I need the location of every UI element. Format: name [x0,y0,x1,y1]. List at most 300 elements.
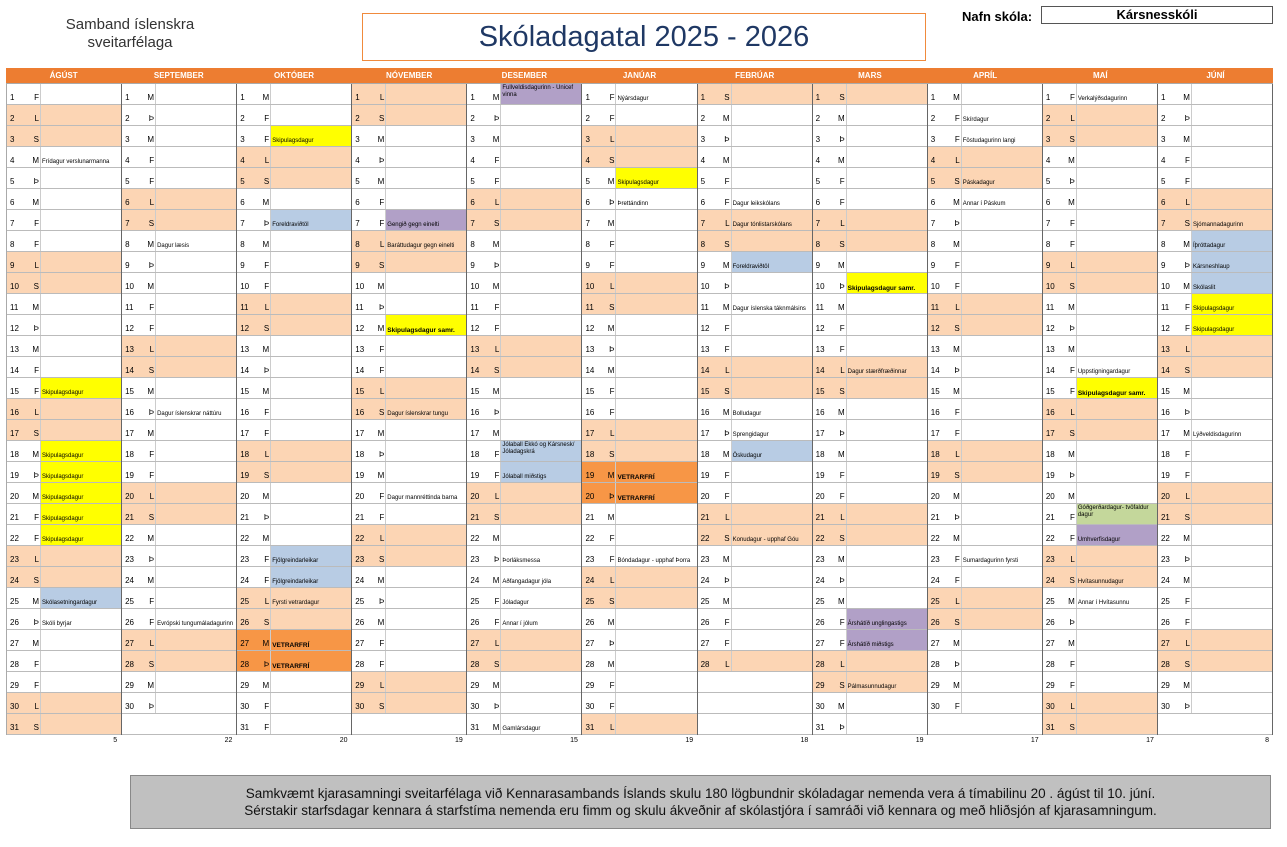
day-cell[interactable] [122,168,236,189]
day-cell[interactable] [813,315,927,336]
day-cell[interactable] [1158,609,1272,630]
day-cell[interactable] [813,483,927,504]
day-cell[interactable] [122,189,236,210]
day-cell[interactable] [7,273,121,294]
day-cell[interactable] [237,231,351,252]
day-cell[interactable] [698,588,812,609]
day-cell[interactable] [467,357,581,378]
day-cell[interactable] [813,147,927,168]
day-cell[interactable] [582,483,696,504]
day-cell[interactable] [813,567,927,588]
day-cell[interactable] [352,651,466,672]
day-cell[interactable] [122,567,236,588]
day-cell[interactable] [7,147,121,168]
day-cell[interactable] [352,84,466,105]
day-cell[interactable] [813,504,927,525]
day-cell[interactable] [928,651,1042,672]
day-cell[interactable] [1158,126,1272,147]
day-cell[interactable] [352,273,466,294]
day-cell[interactable] [698,399,812,420]
day-cell[interactable] [928,693,1042,714]
day-cell[interactable] [1158,84,1272,105]
day-cell[interactable] [1043,588,1157,609]
day-cell[interactable] [928,630,1042,651]
day-cell[interactable] [698,147,812,168]
day-cell[interactable] [1043,252,1157,273]
day-cell[interactable] [1043,273,1157,294]
day-cell[interactable] [7,336,121,357]
day-cell[interactable] [352,147,466,168]
day-cell[interactable] [582,672,696,693]
day-cell[interactable] [813,252,927,273]
day-cell[interactable] [237,168,351,189]
day-cell[interactable] [7,609,121,630]
day-cell[interactable] [813,231,927,252]
day-cell[interactable] [582,357,696,378]
day-cell[interactable] [813,441,927,462]
day-cell[interactable] [813,651,927,672]
day-cell[interactable] [1158,525,1272,546]
day-cell[interactable] [122,294,236,315]
day-cell[interactable] [237,714,351,735]
day-cell[interactable] [237,651,351,672]
day-cell[interactable] [237,315,351,336]
day-cell[interactable] [813,168,927,189]
day-cell[interactable] [352,483,466,504]
day-cell[interactable] [698,609,812,630]
day-cell[interactable] [1043,378,1157,399]
day-cell[interactable] [7,630,121,651]
day-cell[interactable] [698,525,812,546]
day-cell[interactable] [352,462,466,483]
day-cell[interactable] [352,210,466,231]
day-cell[interactable] [813,336,927,357]
day-cell[interactable] [582,651,696,672]
day-cell[interactable] [698,630,812,651]
day-cell[interactable] [1043,441,1157,462]
day-cell[interactable] [467,210,581,231]
day-cell[interactable] [813,399,927,420]
day-cell[interactable] [352,336,466,357]
day-cell[interactable] [1158,693,1272,714]
day-cell[interactable] [122,357,236,378]
day-cell[interactable] [1043,504,1157,525]
day-cell[interactable] [698,504,812,525]
day-cell[interactable] [1043,126,1157,147]
day-cell[interactable] [352,441,466,462]
day-cell[interactable] [1158,630,1272,651]
day-cell[interactable] [1158,588,1272,609]
day-cell[interactable] [698,126,812,147]
day-cell[interactable] [813,630,927,651]
day-cell[interactable] [7,168,121,189]
day-cell[interactable] [467,546,581,567]
day-cell[interactable] [237,525,351,546]
day-cell[interactable] [122,273,236,294]
day-cell[interactable] [237,126,351,147]
day-cell[interactable] [928,420,1042,441]
day-cell[interactable] [582,630,696,651]
day-cell[interactable] [1043,567,1157,588]
day-cell[interactable] [1043,168,1157,189]
day-cell[interactable] [813,84,927,105]
day-cell[interactable] [7,210,121,231]
day-cell[interactable] [698,651,812,672]
day-cell[interactable] [1158,399,1272,420]
day-cell[interactable] [467,630,581,651]
day-cell[interactable] [237,504,351,525]
day-cell[interactable] [582,105,696,126]
day-cell[interactable] [1158,168,1272,189]
day-cell[interactable] [467,504,581,525]
day-cell[interactable] [352,315,466,336]
day-cell[interactable] [582,693,696,714]
day-cell[interactable] [1158,441,1272,462]
day-cell[interactable] [7,126,121,147]
day-cell[interactable] [1043,147,1157,168]
day-cell[interactable] [698,315,812,336]
day-cell[interactable] [467,609,581,630]
day-cell[interactable] [122,378,236,399]
day-cell[interactable] [352,420,466,441]
day-cell[interactable] [237,336,351,357]
day-cell[interactable] [1043,693,1157,714]
day-cell[interactable] [582,588,696,609]
day-cell[interactable] [582,546,696,567]
day-cell[interactable] [122,462,236,483]
day-cell[interactable] [928,504,1042,525]
day-cell[interactable] [467,588,581,609]
day-cell[interactable] [1043,546,1157,567]
day-cell[interactable] [7,84,121,105]
day-cell[interactable] [1043,210,1157,231]
day-cell[interactable] [1158,357,1272,378]
day-cell[interactable] [1043,420,1157,441]
day-cell[interactable] [582,273,696,294]
day-cell[interactable] [7,252,121,273]
day-cell[interactable] [928,609,1042,630]
day-cell[interactable] [352,252,466,273]
day-cell[interactable] [582,441,696,462]
day-cell[interactable] [1158,231,1272,252]
day-cell[interactable] [467,399,581,420]
day-cell[interactable] [582,609,696,630]
day-cell[interactable] [467,714,581,735]
day-cell[interactable] [237,378,351,399]
day-cell[interactable] [352,294,466,315]
day-cell[interactable] [122,525,236,546]
day-cell[interactable] [352,357,466,378]
day-cell[interactable] [1158,105,1272,126]
day-cell[interactable] [352,525,466,546]
day-cell[interactable] [1158,567,1272,588]
day-cell[interactable] [122,441,236,462]
day-cell[interactable] [122,315,236,336]
day-cell[interactable] [928,84,1042,105]
day-cell[interactable] [122,231,236,252]
day-cell[interactable] [813,210,927,231]
day-cell[interactable] [928,546,1042,567]
day-cell[interactable] [237,420,351,441]
day-cell[interactable] [698,210,812,231]
day-cell[interactable] [582,252,696,273]
day-cell[interactable] [813,462,927,483]
day-cell[interactable] [237,567,351,588]
day-cell[interactable] [7,567,121,588]
day-cell[interactable] [1043,399,1157,420]
day-cell[interactable] [813,609,927,630]
day-cell[interactable] [1043,294,1157,315]
day-cell[interactable] [928,168,1042,189]
day-cell[interactable] [1158,294,1272,315]
day-cell[interactable] [7,525,121,546]
day-cell[interactable] [122,147,236,168]
day-cell[interactable] [7,693,121,714]
day-cell[interactable] [813,714,927,735]
day-cell[interactable] [467,525,581,546]
day-cell[interactable] [237,294,351,315]
day-cell[interactable] [467,567,581,588]
day-cell[interactable] [237,357,351,378]
day-cell[interactable] [122,420,236,441]
day-cell[interactable] [928,105,1042,126]
day-cell[interactable] [582,147,696,168]
day-cell[interactable] [1043,462,1157,483]
day-cell[interactable] [122,609,236,630]
day-cell[interactable] [1043,336,1157,357]
day-cell[interactable] [582,378,696,399]
day-cell[interactable] [237,189,351,210]
day-cell[interactable] [928,252,1042,273]
day-cell[interactable] [122,630,236,651]
day-cell[interactable] [928,567,1042,588]
day-cell[interactable] [928,210,1042,231]
day-cell[interactable] [122,546,236,567]
day-cell[interactable] [7,483,121,504]
day-cell[interactable] [7,357,121,378]
day-cell[interactable] [7,420,121,441]
day-cell[interactable] [467,651,581,672]
day-cell[interactable] [813,189,927,210]
day-cell[interactable] [237,462,351,483]
day-cell[interactable] [928,126,1042,147]
day-cell[interactable] [928,588,1042,609]
day-cell[interactable] [1158,483,1272,504]
day-cell[interactable] [122,399,236,420]
day-cell[interactable] [122,693,236,714]
day-cell[interactable] [698,357,812,378]
day-cell[interactable] [813,378,927,399]
day-cell[interactable] [1158,336,1272,357]
day-cell[interactable] [7,546,121,567]
day-cell[interactable] [582,84,696,105]
day-cell[interactable] [122,672,236,693]
day-cell[interactable] [7,651,121,672]
day-cell[interactable] [813,294,927,315]
day-cell[interactable] [352,693,466,714]
day-cell[interactable] [813,126,927,147]
day-cell[interactable] [928,672,1042,693]
day-cell[interactable] [237,84,351,105]
day-cell[interactable] [237,105,351,126]
day-cell[interactable] [1043,651,1157,672]
day-cell[interactable] [582,420,696,441]
day-cell[interactable] [7,294,121,315]
day-cell[interactable] [1158,252,1272,273]
day-cell[interactable] [698,168,812,189]
day-cell[interactable] [237,147,351,168]
day-cell[interactable] [7,672,121,693]
day-cell[interactable] [122,126,236,147]
day-cell[interactable] [698,420,812,441]
day-cell[interactable] [813,273,927,294]
day-cell[interactable] [698,252,812,273]
day-cell[interactable] [582,315,696,336]
day-cell[interactable] [698,189,812,210]
day-cell[interactable] [1158,546,1272,567]
day-cell[interactable] [928,462,1042,483]
day-cell[interactable] [467,273,581,294]
day-cell[interactable] [237,693,351,714]
day-cell[interactable] [813,588,927,609]
day-cell[interactable] [352,609,466,630]
day-cell[interactable] [122,651,236,672]
day-cell[interactable] [7,315,121,336]
day-cell[interactable] [582,567,696,588]
day-cell[interactable] [928,357,1042,378]
day-cell[interactable] [698,84,812,105]
day-cell[interactable] [1158,504,1272,525]
day-cell[interactable] [237,546,351,567]
day-cell[interactable] [928,441,1042,462]
day-cell[interactable] [582,525,696,546]
day-cell[interactable] [582,189,696,210]
day-cell[interactable] [122,252,236,273]
day-cell[interactable] [237,399,351,420]
day-cell[interactable] [122,504,236,525]
day-cell[interactable] [1043,357,1157,378]
school-name-field[interactable]: Kársnesskóli [1041,6,1273,24]
day-cell[interactable] [7,588,121,609]
day-cell[interactable] [582,462,696,483]
day-cell[interactable] [352,399,466,420]
day-cell[interactable] [1043,315,1157,336]
day-cell[interactable] [928,231,1042,252]
day-cell[interactable] [928,399,1042,420]
day-cell[interactable] [237,672,351,693]
day-cell[interactable] [582,210,696,231]
day-cell[interactable] [1158,420,1272,441]
day-cell[interactable] [7,441,121,462]
day-cell[interactable] [582,399,696,420]
day-cell[interactable] [352,546,466,567]
day-cell[interactable] [698,483,812,504]
day-cell[interactable] [122,105,236,126]
day-cell[interactable] [122,483,236,504]
day-cell[interactable] [7,714,121,735]
day-cell[interactable] [928,315,1042,336]
day-cell[interactable] [1043,672,1157,693]
day-cell[interactable] [698,336,812,357]
day-cell[interactable] [467,168,581,189]
day-cell[interactable] [1158,189,1272,210]
day-cell[interactable] [467,462,581,483]
day-cell[interactable] [1158,273,1272,294]
day-cell[interactable] [698,546,812,567]
day-cell[interactable] [7,105,121,126]
day-cell[interactable] [928,525,1042,546]
day-cell[interactable] [1158,315,1272,336]
day-cell[interactable] [7,504,121,525]
day-cell[interactable] [813,546,927,567]
day-cell[interactable] [7,399,121,420]
day-cell[interactable] [122,84,236,105]
day-cell[interactable] [352,630,466,651]
day-cell[interactable] [1043,84,1157,105]
day-cell[interactable] [1043,483,1157,504]
day-cell[interactable] [698,294,812,315]
day-cell[interactable] [467,105,581,126]
day-cell[interactable] [582,504,696,525]
day-cell[interactable] [813,357,927,378]
day-cell[interactable] [813,693,927,714]
day-cell[interactable] [237,441,351,462]
day-cell[interactable] [582,168,696,189]
day-cell[interactable] [237,483,351,504]
day-cell[interactable] [352,567,466,588]
day-cell[interactable] [1043,630,1157,651]
day-cell[interactable] [698,441,812,462]
day-cell[interactable] [1043,105,1157,126]
day-cell[interactable] [467,231,581,252]
day-cell[interactable] [1158,210,1272,231]
day-cell[interactable] [467,252,581,273]
day-cell[interactable] [698,462,812,483]
day-cell[interactable] [1043,189,1157,210]
day-cell[interactable] [1043,714,1157,735]
day-cell[interactable] [467,672,581,693]
day-cell[interactable] [928,336,1042,357]
day-cell[interactable] [122,210,236,231]
day-cell[interactable] [122,336,236,357]
day-cell[interactable] [698,105,812,126]
day-cell[interactable] [467,483,581,504]
day-cell[interactable] [237,252,351,273]
day-cell[interactable] [352,231,466,252]
day-cell[interactable] [928,189,1042,210]
day-cell[interactable] [1158,378,1272,399]
day-cell[interactable] [813,525,927,546]
day-cell[interactable] [813,105,927,126]
day-cell[interactable] [467,441,581,462]
day-cell[interactable] [1158,651,1272,672]
day-cell[interactable] [928,483,1042,504]
day-cell[interactable] [467,84,581,105]
day-cell[interactable] [698,567,812,588]
day-cell[interactable] [467,336,581,357]
day-cell[interactable] [352,588,466,609]
day-cell[interactable] [352,126,466,147]
day-cell[interactable] [352,504,466,525]
day-cell[interactable] [122,588,236,609]
day-cell[interactable] [582,714,696,735]
day-cell[interactable] [467,693,581,714]
day-cell[interactable] [237,588,351,609]
day-cell[interactable] [928,378,1042,399]
day-cell[interactable] [352,105,466,126]
day-cell[interactable] [7,378,121,399]
day-cell[interactable] [928,147,1042,168]
